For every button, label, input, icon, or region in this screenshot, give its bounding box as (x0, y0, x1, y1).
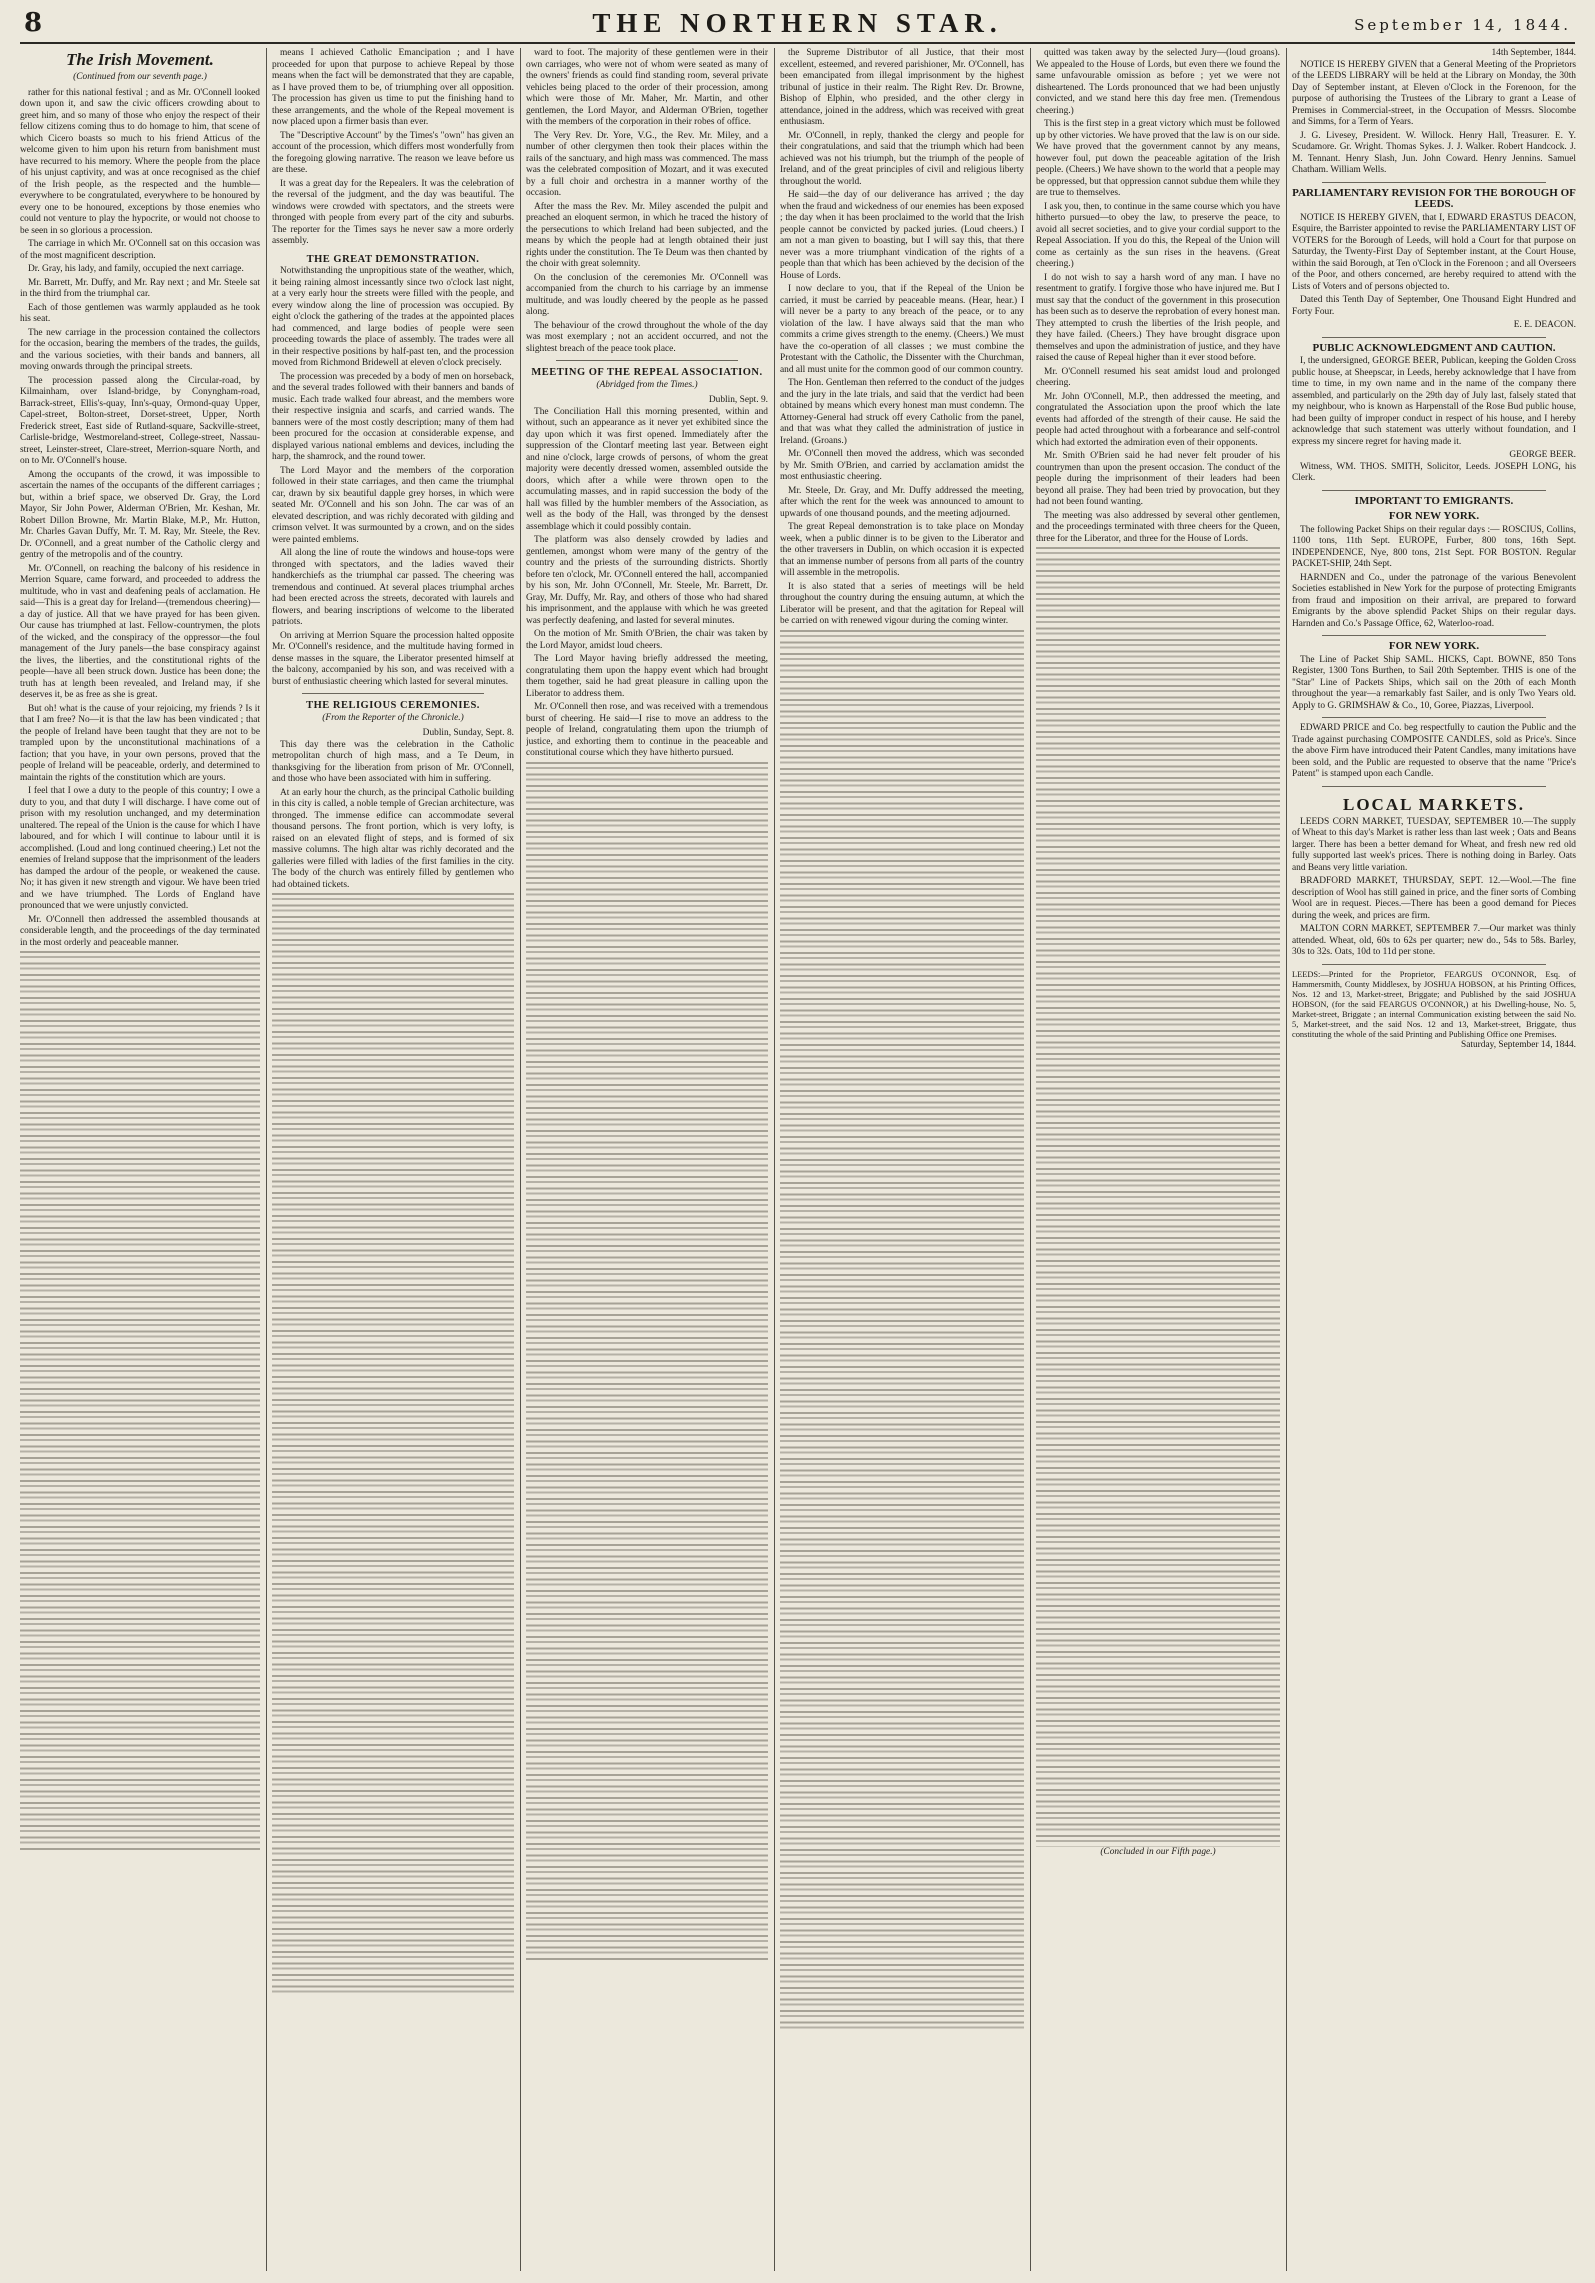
dateline: Dublin, Sunday, Sept. 8. (422, 728, 514, 738)
article-paragraph: Each of those gentlemen was warmly applauded as he took his seat. (20, 302, 260, 324)
subheading-religious: (From the Reporter of the Chronicle.) (322, 712, 464, 723)
article-paragraph: It was a great day for the Repealers. It was the celebration of the reversal of the judgment, and the day was beautiful. The windows were crowded with spectators, and the streets were thronged with people from every part of the city and suburbs. The reporter for the Times says he never saw a more orderly assembly. (272, 178, 514, 246)
article-paragraph: I now declare to you, that if the Repeal of the Union be carried, it must be carried by peaceable means. (Hear, hear.) I will never be a party to any breach of the peace, or to any violation of the law. I have always said that the man who commits a crime gives strength to the enemy. (Cheers.) We must have the co-operation of all classes ; we must combine the Protestant with the Catholic, the Dissenter with the Churchman, and all must unite for the common good of our common country. (780, 284, 1024, 375)
divider (302, 693, 484, 694)
issue-date: September 14, 1844. (1354, 16, 1571, 34)
article-paragraph: The Hon. Gentleman then referred to the conduct of the judges and the jury in the late trials, and said that the verdict had been obtained by means which every honest man must condemn. The Attorney-General had struck off every Catholic from the panel, and that was what they called the administration of justice in Ireland. (Groans.) (780, 378, 1024, 446)
article-paragraph: On arriving at Merrion Square the procession halted opposite Mr. O'Connell's residence, and the multitude having formed in dense masses in the square, the Liberator presented himself at the balcony, accompanied by his son, and was received with a burst of enthusiastic cheering which lasted for several minutes. (272, 630, 514, 687)
imprint-date: Saturday, September 14, 1844. (1461, 1039, 1576, 1050)
paper-name: THE NORTHERN STAR. (592, 8, 1003, 38)
article-paragraph: It is also stated that a series of meetings will be held throughout the country during the ensuing autumn, at which the Liberator will be present, and that the agitation for Repeal will be carried on with renewed vigour during the coming winter. (780, 581, 1024, 626)
article-paragraph: The Very Rev. Dr. Yore, V.G., the Rev. Mr. Miley, and a number of other clergymen then took their places within the rails of the sanctuary, and high mass was commenced. The mass was the celebrated composition of Mozart, and it was executed by a full choir and orchestra in a manner worthy of the occasion. (526, 130, 768, 198)
divider (1322, 964, 1546, 965)
continued-note: (Continued from our seventh page.) (73, 72, 207, 82)
article-paragraph: Dr. Gray, his lady, and family, occupied the next carriage. (28, 264, 244, 274)
subheading-meeting: (Abridged from the Times.) (596, 379, 698, 390)
column-1 (20, 48, 260, 2271)
article-paragraph: ward to foot. The majority of these gentlemen were in their own carriages, who were not of whom were seated as many of the owners' friends as could find standing room, several private vehicles being placed to the order of their procession, among which were those of Mr. Maher, Mr. Martin, and other gentlemen, the Lord Mayor, and Alderman O'Brien, together with the members of the corporation in their robes of office. (526, 48, 768, 127)
article-paragraph: The procession was preceded by a body of men on horseback, and the several trades followed with their banners and bands of music. Each trade walked four abreast, and the members wore their respective insignia and scarfs, and carried wands. The banners were of the most costly description; many of them had been procured for the occasion at considerable expense, and displayed various national emblems and devices, including the harp, the shamrock, and the round tower. (272, 371, 514, 462)
column-3 (526, 48, 768, 2271)
article-paragraph: I feel that I owe a duty to the people of this country; I owe a duty to you, and that duty I will discharge. I have come out of prison with my resolution unchanged, and my determination unaltered. The repeal of the Union is the cause for which I have laboured, and for which I will continue to labour until it is accomplished. (Loud and long continued cheering.) Let not the enemies of Ireland suppose that the imprisonment of the leaders has damped the ardour of the people, or weakened the cause. No; it has given it new strength and vigour. We have been tried and we have triumphed. The Lords of England have pronounced that we were unjustly convicted. (20, 786, 260, 911)
article-paragraph: means I achieved Catholic Emancipation ; and I have proceeded for upon that purpose to achieve Repeal by those means when the fact will be demonstrated that they are capable, as I have proved them to be, of triumphing over all opposition. The procession has given us time to put the finishing hand to these arrangements, and the whole of the Repeal movement is now placed upon a firmer basis than ever. (272, 48, 514, 127)
ad-library-notice: NOTICE IS HEREBY GIVEN that a General Meeting of the Proprietors of the LEEDS LIBRARY will be held at the Library on Monday, the 30th Day of September instant, at Eleven o'Clock in the Forenoon, for the purpose of authorising the Trustees of the Library to grant a Lease of Premises in Commercial-street, in the Occupation of Messrs. Slocombe and Simms, for a Term of Years. (1292, 59, 1576, 127)
column-rule (1286, 48, 1287, 2271)
article-paragraph: This day there was the celebration in the Catholic metropolitan church of high mass, and a Te Deum, in thanksgiving for the liberation from prison of Mr. O'Connell, and those who have been associated with him in suffering. (272, 739, 514, 784)
page-number: 8 (24, 8, 43, 38)
article-paragraph: Mr. John O'Connell, M.P., then addressed the meeting, and congratulated the Association upon the proof which the late events had afforded of the strength of their cause. He said the people had acted throughout with a forbearance and self-control which had extorted the admiration even of their opponents. (1036, 391, 1280, 448)
text-fill (780, 630, 1024, 2030)
article-paragraph: The platform was also densely crowded by ladies and gentlemen, amongst whom were many of the gentry of the country and the priests of the surrounding districts. Shortly before ten o'clock, Mr. O'Connell entered the hall, accompanied by his son, Mr. John O'Connell, Mr. Steele, Mr. Barrett, Dr. Gray, Mr. Duffy, Mr. Ray, and others of those who had shared his imprisonment, and the applause with which he was greeted was perfectly deafening, and lasted for several minutes. (526, 535, 768, 626)
article-paragraph: I ask you, then, to continue in the same course which you have hitherto pursued—to obey the law, to preserve the peace, to avoid all secret societies, and to give your cordial support to the Repeal Association. If you do this, the Repeal of the Union will come as certainly as the sun rises in the heavens. (Great cheering.) (1036, 201, 1280, 269)
heading-meeting: MEETING OF THE REPEAL ASSOCIATION. (531, 367, 763, 378)
article-paragraph: On the motion of Mr. Smith O'Brien, the chair was taken by the Lord Mayor, amidst loud cheers. (526, 629, 768, 651)
ad-date: 14th September, 1844. (1491, 48, 1576, 58)
article-paragraph: rather for this national festival ; and as Mr. O'Connell looked down upon it, and saw the civic officers crowding about to greet him, and so many of those who enjoy the respect of their fellow citizens coming thus to do homage to him, that scene of which Cicero boasts so much to his friend Atticus of the welcome given to him upon his return from banishment must have recurred to his memory. Where the people from the place of his unjust captivity, and was at once recognised as the chief of the Irish people, as the respected and the humble—everywhere to be congratulated, everywhere to be honoured by every one to be honoured, exceptions by those enemies who could not venture to play the hypocrite, or would not choose to be seen in so glorious a procession. (20, 87, 260, 236)
divider (556, 360, 738, 361)
article-paragraph: He said—the day of our deliverance has arrived ; the day when the fraud and wickedness of our enemies has been exposed ; the day when it has been proclaimed to the world that the Irish people cannot be convicted by packed juries. (Loud cheers.) I am not a man given to boasting, but I will say this, that there never was a more triumphant vindication of the rights of a people than that which has been achieved by the decision of the House of Lords. (780, 190, 1024, 281)
column-5 (1036, 48, 1280, 2271)
column-rule (266, 48, 267, 2271)
text-fill (20, 951, 260, 1851)
article-paragraph: The new carriage in the procession contained the collectors for the occasion, bearing the members of the trades, the guilds, and the various societies, with their bands and banners, all moving onwards through the principal streets. (20, 327, 260, 372)
article-paragraph: Notwithstanding the unpropitious state of the weather, which, it being raining almost incessantly since two o'clock last night, at a very early hour the streets were filled with the people, and every window along the line of procession was occupied. By eight o'clock the gathering of the trades at the appointed places had commenced, and large bodies of people were seen proceeding towards the place of assembly. The trades were all in their respective positions by half-past ten, and the procession moved from Richmond Bridewell at eleven o'clock precisely. (272, 266, 514, 368)
section-title: The Irish Movement. (66, 50, 214, 69)
article-paragraph: On the conclusion of the ceremonies Mr. O'Connell was accompanied from the church to his carriage by an immense multitude, and was loudly cheered by the people as he passed along. (526, 272, 768, 317)
article-paragraph: Mr. O'Connell then moved the address, which was seconded by Mr. Smith O'Brien, and carried by acclamation amidst the most enthusiastic cheering. (780, 449, 1024, 482)
article-paragraph: Mr. Steele, Dr. Gray, and Mr. Duffy addressed the meeting, after which the rent for the week was announced to amount to upwards of one thousand pounds, and the meeting adjourned. (780, 485, 1024, 519)
dateline: Dublin, Sept. 9. (708, 395, 768, 405)
text-fill (272, 893, 514, 1993)
ad-acknowledgment-witness: Witness, WM. THOS. SMITH, Solicitor, Leeds. JOSEPH LONG, his Clerk. (1292, 461, 1576, 483)
market-report: MALTON CORN MARKET, SEPTEMBER 7.—Our market was thinly attended. Wheat, old, 60s to 62s per quarter; new do., 54s to 58s. Barley, 30s to 32s. Oats, 10d to 11d per stone. (1292, 924, 1576, 957)
article-paragraph: Mr. Smith O'Brien said he had never felt prouder of his countrymen than upon the present occasion. The conduct of the people during the imprisonment of their leaders had been beyond all praise. They had been tried by provocation, but they had not been found wanting. (1036, 451, 1280, 507)
divider (1322, 490, 1546, 491)
ad-newyork-heading: FOR NEW YORK. (1388, 640, 1480, 652)
ad-acknowledgment-signature: GEORGE BEER. (1509, 450, 1576, 460)
article-paragraph: The Conciliation Hall this morning presented, within and without, such an appearance as it never yet exhibited since the day upon which it was first opened. Immediately after the suppression of the Clontarf meeting last year. Between eight and nine o'clock, large crowds of persons, of whom the great majority were decently dressed women, assembled outside the doors, which after a while were thrown open to the accumulating masses, and in rapid succession the body of the hall was filled by the humbler members of the Association, as well as the body of the Hall, was thronged by the densest assemblage which it could possibly contain. (526, 406, 768, 532)
ad-revision-heading: PARLIAMENTARY REVISION FOR THE BOROUGH OF LEEDS. (1292, 186, 1576, 210)
ad-revision-date: Dated this Tenth Day of September, One Thousand Eight Hundred and Forty Four. (1292, 295, 1576, 317)
market-report: LEEDS CORN MARKET, TUESDAY, SEPTEMBER 10.—The supply of Wheat to this day's Market is rather less than last week ; Oats and Beans larger. There has been a better demand for Wheat, and fresh new red old fully supported last week's prices. There is nothing doing in Barley. Oats and Beans very little variation. (1292, 816, 1576, 873)
text-fill (526, 762, 768, 1962)
article-paragraph: Mr. O'Connell, in reply, thanked the clergy and people for their congratulations, and said that the triumph which had been achieved was not his triumph, but the triumph of the people of Ireland, and of the great principles of civil and religious liberty throughout the world. (780, 130, 1024, 187)
imprint: LEEDS:—Printed for the Proprietor, FEARGUS O'CONNOR, Esq. of Hammersmith, County Middlesex, by JOSHUA HOBSON, at his Printing Offices, Nos. 12 and 13, Market-street, Briggate; and Published by the said JOSHUA HOBSON, (for the said FEARGUS O'CONNOR,) at his Dwelling-house, No. 5, Market-street, Briggate ; an internal Communication existing between the said No. 5, Market-street, and the said Nos. 12 and 13, Market-street, Briggate, thus constituting the whole of the said Printing and Publishing Office one Premises. (1292, 969, 1576, 1039)
ad-acknowledgment-heading: PUBLIC ACKNOWLEDGMENT AND CAUTION. (1312, 341, 1556, 354)
divider (1322, 635, 1546, 636)
column-rule (1030, 48, 1031, 2271)
heading-demonstration: THE GREAT DEMONSTRATION. (306, 253, 480, 265)
ad-revision-signature: E. E. DEACON. (1513, 320, 1576, 330)
article-paragraph: Mr. O'Connell, on reaching the balcony of his residence in Merrion Square, came forward, and proceeded to address the multitude, who in vast and deafening peals of acclamation. He said—This is a great day for Ireland—(tremendous cheering)—a day of justice. All that we have prayed for has been given. Our cause has triumphed at last. Fellow-countrymen, the plots of the wicked, and the conspiracy of the oppressor—the foul management of the Jury panels—the base conspiracy against the lives, the liberties, and the constitutional rights of the people—have all been struck down. Justice has been done; the truth has at length been revealed, and Ireland may, if she deserves it, be as free as she is great. (20, 563, 260, 700)
ad-newyork-text: The Line of Packet Ship SAML. HICKS, Capt. BOWNE, 850 Tons Register, 1300 Tons Burthen, to Sail 20th September. THIS is one of the "Star" Line of Packets Ships, which sail on the 20th of each Month throughout the year—a remarkably fast Sailer, and is only Two Years old. Apply to G. GRIMSHAW & Co., 10, Goree, Piazzas, Liverpool. (1292, 654, 1576, 711)
article-paragraph: All along the line of route the windows and house-tops were thronged with spectators, and the ladies waved their handkerchiefs as the triumphal car passed. The cheering was tremendous and continued. At several places triumphal arches had been erected across the streets, decorated with laurels and flowers, and bearing inscriptions of welcome to the liberated patriots. (272, 548, 514, 627)
local-markets-heading: LOCAL MARKETS. (1343, 794, 1525, 814)
ad-emigrants-ships: The following Packet Ships on their regular days :— ROSCIUS, Collins, 1100 tons, 11th Sept. EUROPE, Furber, 800 tons, 16th Sept. INDEPENDENCE, Nye, 800 tons, 21st Sept. FOR BOSTON. Regular PACKET-SHIP, 24th Sept. (1292, 524, 1576, 569)
article-paragraph: The procession passed along the Circular-road, by Kilmainham, over Island-bridge, by Conyngham-road, Barrack-street, Ellis's-quay, Inn's-quay, Ormond-quay Upper, Capel-street, Bolton-street, Dorset-street, Upper, North Frederick street, East side of Rutland-square, Sackville-street, Carlisle-bridge, Westmoreland-street, College-street, Nassau-street, Leinster-street, Clare-street, Merrion-square North, and on to Mr. O'Connell's house. (20, 375, 260, 466)
article-paragraph: I do not wish to say a harsh word of any man. I have no resentment to gratify. I forgive those who have injured me. But I must say that the conduct of the government in this prosecution has been such as to deserve the reprobation of every honest man. They attempted to crush the liberties of the Irish people, and they have failed. (Cheers.) They have brought disgrace upon themselves and upon the administration of justice, and they have raised the cause of Repeal higher than it ever stood before. (1036, 272, 1280, 363)
ad-revision-notice: NOTICE IS HEREBY GIVEN, that I, EDWARD ERASTUS DEACON, Esquire, the Barrister appointed to revise the PARLIAMENTARY LIST OF VOTERS for the Borough of Leeds, will hold a Court for that purpose on Saturday, the Twenty-First Day of September instant, at the Court House, within the said Borough, at Ten o'Clock in the Forenoon ; and all Overseers of the Poor, and others concerned, are hereby required to attend with the Lists of Voters and of persons objected to. (1292, 212, 1576, 292)
article-paragraph: The Lord Mayor having briefly addressed the meeting, congratulating them upon the happy event which had brought them together, said he had great pleasure in calling upon the Liberator to address them. (526, 654, 768, 699)
ad-emigrants-subheading: FOR NEW YORK. (1388, 510, 1480, 522)
article-paragraph: At an early hour the church, as the principal Catholic building in this city is called, a noble temple of Grecian architecture, was thronged. The immense edifice can accommodate several thousand persons. The front portion, which is very lofty, is raised on an elevated flight of steps, and is formed of six massive columns. The high altar was richly decorated and the galleries were filled with ladies of the first families in the city. The body of the church was entirely filled by gentlemen who had obtained tickets. (272, 787, 514, 890)
ad-candles-text: EDWARD PRICE and Co. beg respectfully to caution the Public and the Trade against purchasing COMPOSITE CANDLES, sold as Price's. Since the above Firm have introduced their Patent Candles, many imitations have been sold, and the Public are requested to observe that the name "Price's Patent" is stamped upon each Candle. (1292, 723, 1576, 779)
article-paragraph: Mr. O'Connell then addressed the assembled thousands at considerable length, and the proceedings of the day terminated in the most orderly and peaceable manner. (20, 914, 260, 948)
article-paragraph: The meeting was also addressed by several other gentlemen, and the proceedings terminated with three cheers for the Queen, three for the Liberator, and three for the House of Lords. (1036, 510, 1280, 544)
article-paragraph: quitted was taken away by the selected Jury—(loud groans). We appealed to the House of Lords, but even there we found the same unfavourable omission as before ; yet we were not disheartened. The Lords pronounced that we had been unjustly convicted, and we stand here this day free men. (Tremendous cheering.) (1036, 48, 1280, 116)
article-paragraph: Among the occupants of the crowd, it was impossible to ascertain the names of the occupants of the different carriages ; but, within a brief space, we observed Dr. Gray, the Lord Mayor, Sir John Power, Alderman O'Brien, Mr. Keshan, Mr. Robert Dillon Browne, Mr. Martin Blake, M.P., Mr. Hutton, Mr. Charles Gavan Duffy, Mr. T. M. Ray, Mr. Steele, the Rev. Dr. O'Connell, and a great number of the Catholic clergy and gentry of the metropolis and of the country. (20, 469, 260, 560)
ad-emigrants-harnden: HARNDEN and Co., under the patronage of the various Benevolent Societies established in New York for the purpose of protecting Emigrants from fraud and imposition on their arrival, are prepared to forward Emigrants by the above splendid Packet Ships on their regular days. Harnden and Co.'s Passage Office, 62, Waterloo-road. (1292, 572, 1576, 629)
column-rule (520, 48, 521, 2271)
column-rule (774, 48, 775, 2271)
ad-emigrants-heading: IMPORTANT TO EMIGRANTS. (1354, 494, 1514, 507)
market-report: BRADFORD MARKET, THURSDAY, SEPT. 12.—Wool.—The fine description of Wool has still gained in price, and the finer sorts of Combing Wool are in request. Pieces.—There has been a good demand for Pieces during the week, and prices are firm. (1292, 876, 1576, 921)
divider (1322, 337, 1546, 338)
article-paragraph: the Supreme Distributor of all Justice, that their most excellent, esteemed, and revered parishioner, Mr. O'Connell, has been emancipated from illegal imprisonment by the highest tribunal of justice in their realm. The Right Rev. Dr. Browne, Bishop of Elphin, who presided, and the other clergy in attendance, joined in the address, which was received with great enthusiasm. (780, 48, 1024, 127)
text-fill (1036, 547, 1280, 1847)
article-paragraph: This is the first step in a great victory which must be followed up by other victories. We have proved that the law is on our side. We have proved that the government cannot by any means, however foul, put down the peaceable agitation of the Irish people. (Cheers.) We have shown to the world that a people may be oppressed, but that oppression cannot subdue them while they are true to themselves. (1036, 119, 1280, 198)
article-paragraph: The Lord Mayor and the members of the corporation followed in their state carriages, and then came the triumphal car, drawn by six beautiful dapple grey horses, in which were seated Mr. O'Connell and his son John. The car was of an elevated description, and was richly decorated with gilding and crimson velvet. It was surmounted by a crown, and on the sides were painted emblems. (272, 465, 514, 545)
ad-acknowledgment-text: I, the undersigned, GEORGE BEER, Publican, keeping the Golden Cross public house, at Sheepscar, in Leeds, hereby acknowledge that I have from time to time, in my own name and in the name of the company there assembled, and particularly on the 29th day of July last, falsely stated that my neighbour, who is known as Harpenstall of the Rose Bud public house, had been guilty of improper conduct in respect of his house, and I hereby acknowledge that such statement was utterly without foundation, and I express my sincere regret for having made it. (1292, 356, 1576, 447)
column-4 (780, 48, 1024, 2271)
divider (1322, 717, 1546, 718)
column-6-advertisements (1292, 48, 1576, 2271)
concluded-note: (Concluded in our Fifth page.) (1100, 1847, 1216, 1857)
masthead (20, 8, 1575, 44)
article-paragraph: The "Descriptive Account" by the Times's "own" has given an account of the procession, which differs most wonderfully from the foregoing glowing narrative. The reason we leave before us are these. (272, 130, 514, 175)
divider (1322, 182, 1546, 183)
article-paragraph: The carriage in which Mr. O'Connell sat on this occasion was of the most magnificent description. (20, 239, 260, 261)
article-paragraph: But oh! what is the cause of your rejoicing, my friends ? Is it that I am free? No—it is that the law has been vindicated ; that the people of Ireland have been taught that they are not to be trampled upon by the unconstitutional machinations of a faction; that you have, in your own persons, proved that the people of Ireland will be peaceable, orderly, and determined to maintain the rights of the constitution which are yours. (20, 703, 260, 783)
heading-religious: THE RELIGIOUS CEREMONIES. (306, 700, 480, 711)
article-paragraph: Mr. O'Connell resumed his seat amidst loud and prolonged cheering. (1036, 366, 1280, 388)
article-paragraph: After the mass the Rev. Mr. Miley ascended the pulpit and preached an eloquent sermon, in which he traced the history of the persecutions to which Ireland had been subjected, and the means by which the people had at length obtained their just rights under the constitution. The Te Deum was then chanted by the choir with great solemnity. (526, 201, 768, 269)
column-2 (272, 48, 514, 2271)
article-paragraph: Mr. Barrett, Mr. Duffy, and Mr. Ray next ; and Mr. Steele sat in the third from the triumphal car. (20, 277, 260, 299)
article-paragraph: The behaviour of the crowd throughout the whole of the day was most exemplary ; not an accident occurred, and not the slightest breach of the peace took place. (526, 320, 768, 354)
ad-library-signers: J. G. Livesey, President. W. Willock. Henry Hall, Treasurer. E. Y. Scudamore. Gr. Wright. Thomas Sykes. J. J. Walker. Robert Handcock. J. M. Tennant. Henry Slash, Jun. John Coward. Henry Jennins. Samuel Chatham. William Wells. (1292, 130, 1576, 175)
divider (1322, 786, 1546, 787)
article-paragraph: The great Repeal demonstration is to take place on Monday week, when a public dinner is to be given to the Liberator and the other traversers in Dublin, on which occasion it is expected that an immense number of persons from all parts of the country will assemble in the metropolis. (780, 522, 1024, 578)
article-paragraph: Mr. O'Connell then rose, and was received with a tremendous burst of cheering. He said—I rise to move an address to the people of Ireland, congratulating them upon the triumph of justice, and exhorting them to continue in the peaceable and constitutional course which they have hitherto pursued. (526, 702, 768, 758)
